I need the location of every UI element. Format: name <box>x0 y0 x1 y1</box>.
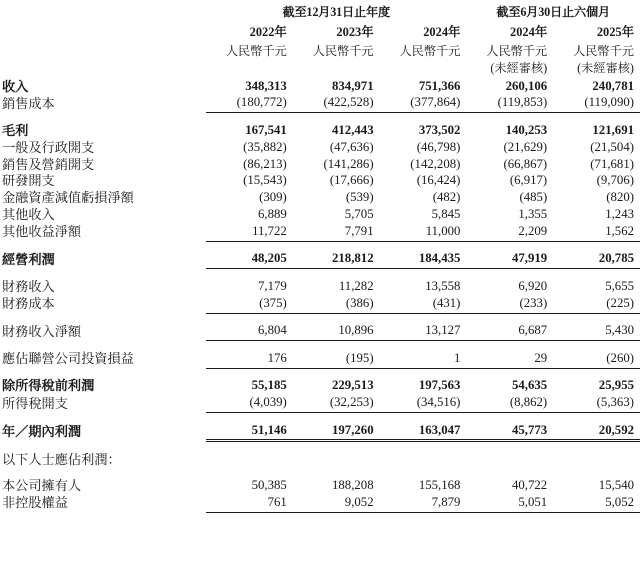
table-row <box>0 422 640 441</box>
row-value: (485) <box>519 190 548 205</box>
table-row <box>0 494 640 512</box>
row-value: 761 <box>206 494 293 512</box>
row-value: 48,205 <box>206 251 293 269</box>
table-row <box>0 278 640 295</box>
row-value: (86,213) <box>243 156 287 171</box>
row-value: 10,896 <box>293 323 380 341</box>
row-value: 121,691 <box>592 122 634 137</box>
row-value: (21,504) <box>590 139 634 154</box>
row-value: (9,706) <box>596 173 634 188</box>
row-value: 7,179 <box>258 278 287 293</box>
row-spacer <box>0 269 640 279</box>
row-value: (180,772) <box>206 95 293 113</box>
table-row <box>0 122 640 139</box>
row-value: 45,773 <box>466 422 553 441</box>
header-corner-blank <box>0 0 206 21</box>
row-value: 260,106 <box>505 78 548 93</box>
table-row <box>0 206 640 223</box>
row-value: 188,208 <box>332 477 374 492</box>
row-value: 6,687 <box>466 323 553 341</box>
header-year-row <box>0 21 640 41</box>
row-label: 銷售成本 <box>2 96 55 112</box>
row-value: 13,558 <box>425 278 461 293</box>
row-value: (482) <box>432 190 461 205</box>
row-value <box>206 451 293 468</box>
header-unit-col3: 人民幣千元 <box>399 44 461 58</box>
row-label: 毛利 <box>2 122 29 138</box>
row-spacer-cell <box>0 269 640 279</box>
row-value: (142,208) <box>410 156 461 171</box>
row-value: 751,366 <box>418 78 461 93</box>
row-value: 140,253 <box>505 122 548 137</box>
row-label: 財務成本 <box>2 296 55 312</box>
header-note-col2 <box>293 59 380 78</box>
row-label: 其他收益淨額 <box>2 224 82 240</box>
row-spacer-cell <box>0 368 640 378</box>
row-value: 834,971 <box>332 78 374 93</box>
row-value: (309) <box>259 190 287 205</box>
row-value <box>380 451 467 468</box>
row-label: 應佔聯營公司投資損益 <box>2 351 134 367</box>
table-row <box>0 223 640 241</box>
table-row <box>0 78 640 95</box>
row-value: (47,636) <box>329 139 374 154</box>
row-value: 348,313 <box>245 78 287 93</box>
row-value: 197,563 <box>418 378 461 393</box>
row-spacer <box>0 413 640 423</box>
row-value: 11,000 <box>380 223 467 241</box>
row-spacer-cell <box>0 468 640 477</box>
row-spacer <box>0 113 640 123</box>
row-value: 6,889 <box>258 206 287 221</box>
row-label: 其他收入 <box>2 206 55 222</box>
header-year-2024: 2024年 <box>423 25 461 39</box>
row-value: 5,845 <box>431 206 461 221</box>
row-value: 229,513 <box>332 378 374 393</box>
table-row <box>0 378 640 395</box>
header-unit-col2: 人民幣千元 <box>312 44 374 58</box>
row-spacer <box>0 368 640 378</box>
row-value: (233) <box>466 295 553 313</box>
row-value: (195) <box>293 350 380 368</box>
row-value: 184,435 <box>380 251 467 269</box>
row-value: 2,209 <box>466 223 553 241</box>
row-label: 年／期內利潤 <box>2 423 82 439</box>
row-value: 1,562 <box>553 223 640 241</box>
row-value: 7,791 <box>293 223 380 241</box>
row-value: (260) <box>553 350 640 368</box>
table-row <box>0 395 640 413</box>
table-body <box>0 78 640 512</box>
row-label: 收入 <box>2 78 29 94</box>
table-row <box>0 139 640 156</box>
row-value: 9,052 <box>293 494 380 512</box>
row-value: 25,955 <box>598 378 634 393</box>
row-value: (4,039) <box>206 395 293 413</box>
row-value: (375) <box>206 295 293 313</box>
row-value <box>466 451 553 468</box>
row-value: (820) <box>606 190 634 205</box>
header-note-col5: (未經審核) <box>577 61 634 75</box>
row-value: 51,146 <box>206 422 293 441</box>
table-row <box>0 189 640 206</box>
row-label: 財務收入 <box>2 278 55 294</box>
header-unit-row <box>0 41 640 59</box>
table-row <box>0 251 640 269</box>
table-row <box>0 95 640 113</box>
row-value <box>293 451 380 468</box>
row-value: (17,666) <box>329 173 374 188</box>
row-label: 以下人士應佔利潤： <box>2 452 121 468</box>
header-note-col3 <box>380 59 467 78</box>
row-spacer-cell <box>0 413 640 423</box>
header-unit-col4: 人民幣千元 <box>486 44 548 58</box>
row-value <box>553 451 640 468</box>
row-label: 除所得稅前利潤 <box>2 378 95 394</box>
header-group-annual: 截至12月31日止年度 <box>282 5 390 19</box>
header-year-2025-interim: 2025年 <box>596 25 634 39</box>
row-label: 財務收入淨額 <box>2 323 82 339</box>
row-label: 本公司擁有人 <box>2 477 82 493</box>
row-value: 1 <box>380 350 467 368</box>
table-row <box>0 295 640 313</box>
row-value: (141,286) <box>323 156 374 171</box>
row-label: 銷售及營銷開支 <box>2 156 95 172</box>
row-value: 5,051 <box>466 494 553 512</box>
row-value: 40,722 <box>512 477 548 492</box>
row-value: (66,867) <box>503 156 548 171</box>
row-value: 20,592 <box>553 422 640 441</box>
row-value: (8,862) <box>466 395 553 413</box>
row-value: (21,629) <box>503 139 548 154</box>
row-value: 5,705 <box>344 206 374 221</box>
header-unit-col5: 人民幣千元 <box>573 44 634 58</box>
row-value: 5,430 <box>553 323 640 341</box>
row-value: 11,282 <box>338 278 374 293</box>
row-value: 54,635 <box>512 378 548 393</box>
row-value: (119,090) <box>553 95 640 113</box>
header-year-2022: 2022年 <box>249 25 287 39</box>
row-value: (15,543) <box>243 173 287 188</box>
row-value: (386) <box>293 295 380 313</box>
row-value: (431) <box>380 295 467 313</box>
row-label: 金融資產減值虧損淨額 <box>2 190 134 206</box>
row-label: 所得稅開支 <box>2 395 68 411</box>
table-row <box>0 451 640 468</box>
row-value: 55,185 <box>251 378 287 393</box>
row-value: (119,853) <box>466 95 553 113</box>
row-value: 11,722 <box>206 223 293 241</box>
row-spacer-cell <box>0 241 640 251</box>
row-value: 6,804 <box>206 323 293 341</box>
table-row <box>0 350 640 368</box>
row-label: 經營利潤 <box>2 251 55 267</box>
row-value: 1,355 <box>518 206 548 221</box>
row-value: 163,047 <box>380 422 467 441</box>
row-spacer <box>0 241 640 251</box>
row-spacer <box>0 441 640 452</box>
row-value: (34,516) <box>380 395 467 413</box>
row-spacer-cell <box>0 441 640 452</box>
row-spacer <box>0 313 640 323</box>
header-unit-col1: 人民幣千元 <box>225 44 287 58</box>
row-value: 5,052 <box>553 494 640 512</box>
table-header <box>0 0 640 78</box>
row-spacer-cell <box>0 341 640 351</box>
row-value: (46,798) <box>416 139 461 154</box>
row-value: 197,260 <box>293 422 380 441</box>
row-value: 47,919 <box>466 251 553 269</box>
row-label: 研發開支 <box>2 173 55 189</box>
row-value: 167,541 <box>245 122 287 137</box>
header-year-2024-interim: 2024年 <box>510 25 548 39</box>
table-row <box>0 156 640 173</box>
header-group-row <box>0 0 640 21</box>
row-label: 一般及行政開支 <box>2 139 95 155</box>
header-year-2023: 2023年 <box>336 25 374 39</box>
row-value: (32,253) <box>293 395 380 413</box>
row-value: 15,540 <box>598 477 634 492</box>
row-value: 155,168 <box>418 477 461 492</box>
row-value: 20,785 <box>553 251 640 269</box>
header-note-col4: (未經審核) <box>490 61 548 75</box>
row-spacer <box>0 468 640 477</box>
row-value: 29 <box>466 350 553 368</box>
row-label: 非控股權益 <box>2 495 68 511</box>
row-value: (225) <box>553 295 640 313</box>
row-value: 412,443 <box>332 122 374 137</box>
row-value: 7,879 <box>380 494 467 512</box>
row-value: 176 <box>206 350 293 368</box>
header-note-row <box>0 59 640 78</box>
row-spacer-cell <box>0 313 640 323</box>
row-value: 5,655 <box>605 278 634 293</box>
row-value: (539) <box>345 190 374 205</box>
row-value: 218,812 <box>293 251 380 269</box>
row-value: (71,681) <box>590 156 634 171</box>
header-blank-unit <box>0 41 206 59</box>
table-row <box>0 477 640 494</box>
row-value: 50,385 <box>251 477 287 492</box>
row-value: 13,127 <box>380 323 467 341</box>
row-value: (422,528) <box>293 95 380 113</box>
table-row <box>0 173 640 190</box>
row-spacer-cell <box>0 113 640 123</box>
header-blank-year <box>0 21 206 41</box>
header-group-interim: 截至6月30日止六個月 <box>496 5 610 19</box>
row-value: (16,424) <box>416 173 461 188</box>
row-value: 373,502 <box>418 122 461 137</box>
row-value: (35,882) <box>243 139 287 154</box>
row-value: (5,363) <box>553 395 640 413</box>
row-value: (377,864) <box>380 95 467 113</box>
row-value: 6,920 <box>518 278 548 293</box>
row-value: 240,781 <box>592 78 634 93</box>
row-value: (6,917) <box>509 173 548 188</box>
header-blank-note <box>0 59 206 78</box>
row-spacer <box>0 341 640 351</box>
table-row <box>0 323 640 341</box>
header-note-col1 <box>206 59 293 78</box>
row-value: 1,243 <box>605 206 634 221</box>
